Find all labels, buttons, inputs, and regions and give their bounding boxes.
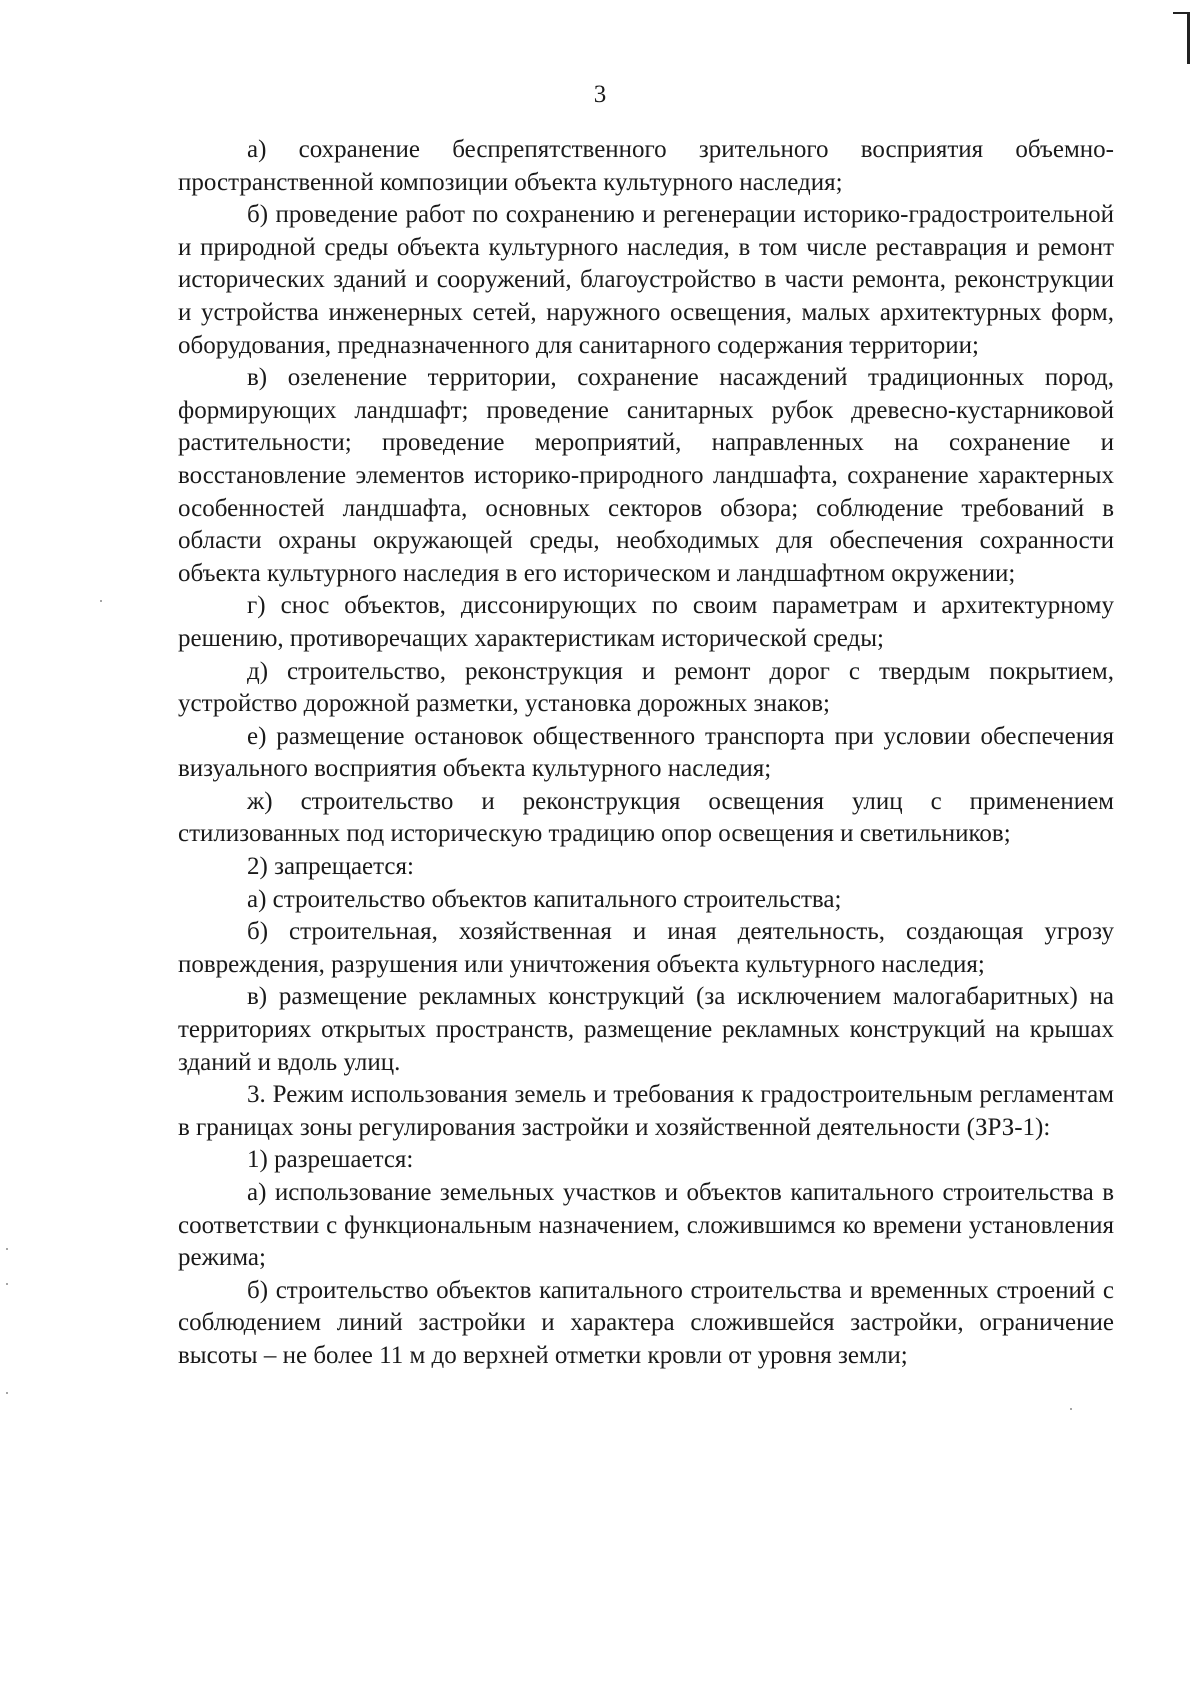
scan-speck (6, 1392, 8, 1394)
paragraph-item-g-demolition: г) снос объектов, диссонирующих по своим параметрам и архитектурному решению, противоречащих характеристикам исторической среды; (178, 592, 1114, 652)
paragraph-permitted-a: а) использование земельных участков и объектов капитального строительства в соответствии с функциональным назначением, сложившимся ко времени установления режима; (178, 1179, 1114, 1272)
paragraph-section-3-zrz1: 3. Режим использования земель и требования к градостроительным регламентам в границах зоны регулирования застройки и хозяйственной деятельности (ЗРЗ-1): (178, 1081, 1114, 1141)
paragraph-permitted-b: б) строительство объектов капитального строительства и временных строений с соблюдением линий застройки и характера сложившейся застройки, ограничение высоты – не более 11 м до верхней отметки кровли от уровня земли; (178, 1276, 1114, 1369)
scan-speck (100, 600, 102, 602)
scan-speck (6, 1283, 8, 1285)
scan-speck (6, 1248, 8, 1250)
paragraph-permitted-heading: 1) разрешается: (247, 1146, 414, 1174)
page-number: 3 (593, 81, 607, 108)
paragraph-item-d-roads: д) строительство, реконструкция и ремонт дорог с твердым покрытием, устройство дорожной разметки, установка дорожных знаков; (178, 657, 1114, 718)
paragraph-item-e-transport-stops: е) размещение остановок общественного транспорта при условии обеспечения визуального восприятия объекта культурного наследия; (178, 722, 1114, 783)
paragraph-item-zh-street-lighting: ж) строительство и реконструкция освещения улиц с применением стилизованных под историческую традицию опор освещения и светильников; (178, 787, 1114, 848)
paragraph-prohibited-b: б) строительная, хозяйственная и иная деятельность, создающая угрозу повреждения, разрушения или уничтожения объекта культурного наследия; (178, 918, 1114, 978)
document-body (178, 134, 1114, 1373)
paragraph-prohibited-a: а) строительство объектов капитального строительства; (247, 885, 842, 913)
paragraph-item-a-preservation: а) сохранение беспрепятственного зрительного восприятия объемно-пространственной композиции объекта культурного наследия; (178, 136, 1114, 196)
scan-speck (1070, 1408, 1072, 1410)
paragraph-item-b-regeneration: б) проведение работ по сохранению и регенерации историко-градостроительной и природной среды объекта культурного наследия, в том числе реставрация и ремонт исторических зданий и сооружений, благоустройство в части ремонта, реконструкции и устройства инженерных сетей, наружного освещения, малых архитектурных форм, оборудования, предназначенного для санитарного содержания территории; (178, 201, 1114, 359)
paragraph-prohibited-heading: 2) запрещается: (247, 853, 414, 881)
paragraph-prohibited-v-advertising: в) размещение рекламных конструкций (за исключением малогабаритных) на территориях открытых пространств, размещение рекламных конструкций на крышах зданий и вдоль улиц. (178, 983, 1114, 1076)
paragraph-item-v-landscaping: в) озеленение территории, сохранение насаждений традиционных пород, формирующих ландшафт; проведение санитарных рубок древесно-кустарниковой растительности; проведение мероприятий, направленных на сохранение и восстановление элементов историко-природного ландшафта, сохранение характерных особенностей ландшафта, основных секторов обзора; соблюдение требований в области охраны окружающей среды, необходимых для обеспечения сохранности объекта культурного наследия в его историческом и ландшафтном окружении; (178, 364, 1114, 587)
page-corner-mark (1187, 12, 1190, 64)
